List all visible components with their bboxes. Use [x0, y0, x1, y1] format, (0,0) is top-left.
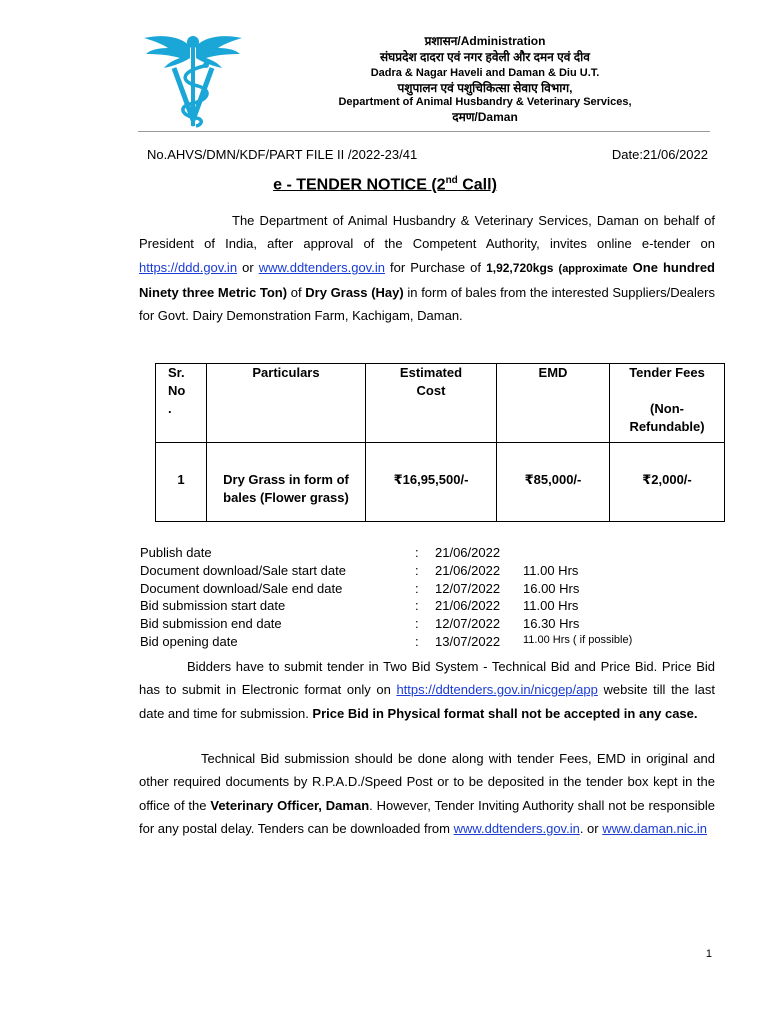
intro-paragraph: The Department of Animal Husbandry & Veterinary Services, Daman on behalf of President of India, after approval of the Competent Authority, invites online e-tender on https://ddd.gov.in or www.ddtenders.gov.in for Purchase of 1,92,720kgs (approximate One hundred Ninety three Metric Ton) of Dry Grass (Hay) in form of bales from the interested Suppliers/Dealers for Govt. Dairy Demonstration Farm, Kachigam, Daman. [139, 213, 715, 324]
bidders-paragraph: Bidders have to submit tender in Two Bid System - Technical Bid and Price Bid. Price Bid has to submit in Electronic format only on https://ddtenders.gov.in/nicgep/app website till the last date and time for submission. Price Bid in Physical format shall not be accepted in any case. [139, 659, 715, 721]
cell-tender-fees: ₹2,000/- [610, 443, 725, 522]
header-sr-no: Sr. No . [156, 364, 207, 443]
ddd-link[interactable]: https://ddd.gov.in [139, 259, 238, 275]
header-estimated-cost: Estimated Cost [366, 364, 497, 443]
technical-paragraph: Technical Bid submission should be done along with tender Fees, EMD in original and other required documents by R.P.A.D./Speed Post or to be deposited in the tender box kept in the office of the Veterinary Officer, Daman. However, Tender Inviting Authority shall not be responsible for any postal delay. Tenders can be downloaded from www.ddtenders.gov.in. or www.daman.nic.in [139, 751, 715, 836]
tender-table [155, 363, 725, 522]
header-emd: EMD [497, 364, 610, 443]
cell-particulars: Dry Grass in form of bales (Flower grass) [207, 443, 366, 522]
header-divider [138, 131, 710, 132]
header-particulars: Particulars [207, 364, 366, 443]
table-row [156, 443, 725, 522]
ddtenders-link[interactable]: www.ddtenders.gov.in [258, 259, 385, 275]
header-admin: प्रशासन/Administration [424, 34, 546, 48]
daman-nic-link[interactable]: www.daman.nic.in [602, 820, 708, 836]
ddtenders-download-link[interactable]: www.ddtenders.gov.in [453, 820, 580, 836]
department-logo [140, 28, 246, 134]
table-header-row [156, 364, 725, 443]
header-ut-english: Dadra & Nagar Haveli and Daman & Diu U.T. [370, 67, 600, 79]
header-dept-hindi: पशुपालन एवं पशुचिकित्सा सेवाए विभाग, [397, 81, 573, 95]
header-dept-english: Department of Animal Husbandry & Veterinary Services, [338, 96, 632, 108]
cell-sr: 1 [156, 443, 207, 522]
page-title: e - TENDER NOTICE (2nd Call) [273, 175, 497, 194]
header-tender-fees: Tender Fees (Non- Refundable) [610, 364, 725, 443]
header-ut-hindi: संघप्रदेश दादरा एवं नगर हवेली और दमन एवं दीव [380, 50, 590, 64]
nicgep-link[interactable]: https://ddtenders.gov.in/nicgep/app [396, 682, 598, 698]
reference-number: No.AHVS/DMN/KDF/PART FILE II /2022-23/41 [147, 147, 418, 162]
page-number: 1 [705, 948, 712, 960]
cell-estimated-cost: ₹16,95,500/- [366, 443, 497, 522]
notice-date: Date:21/06/2022 [611, 147, 708, 162]
cell-emd: ₹85,000/- [497, 443, 610, 522]
header-daman: दमण/Daman [452, 110, 518, 124]
